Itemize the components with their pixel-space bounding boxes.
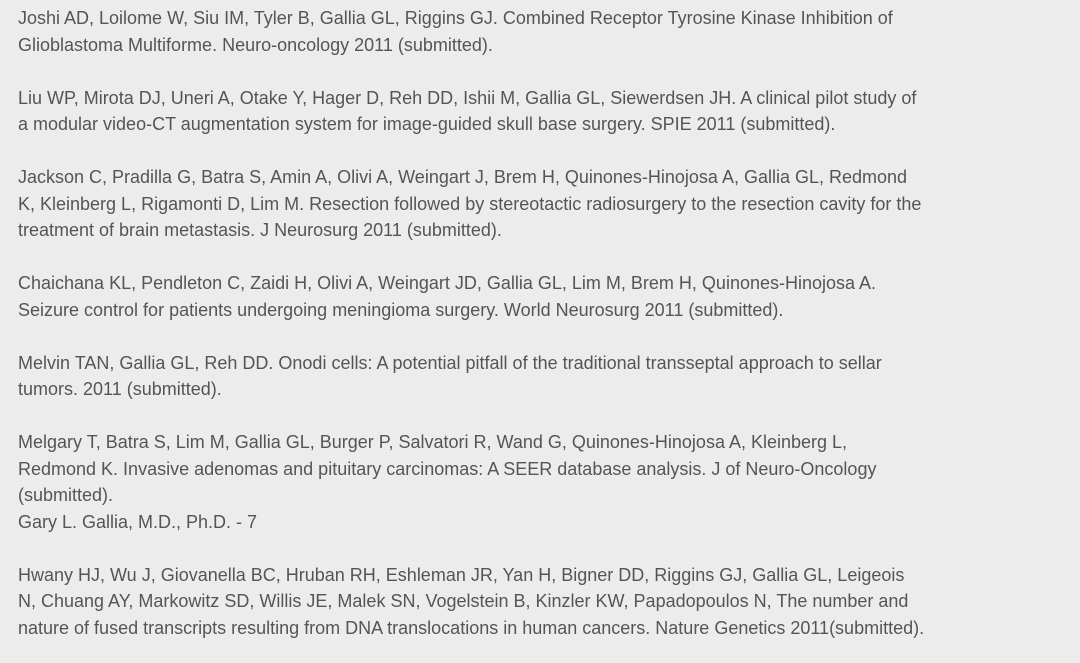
reference-entry bbox=[18, 429, 1062, 509]
reference-line: tumors. 2011 (submitted). bbox=[18, 379, 222, 399]
reference-line: Jackson C, Pradilla G, Batra S, Amin A, Olivi A, Weingart J, Brem H, Quinones-Hinojosa A, Gallia GL, Redmond bbox=[18, 167, 908, 187]
reference-line: N, Chuang AY, Markowitz SD, Willis JE, Malek SN, Vogelstein B, Kinzler KW, Papadopoulos N, The number and bbox=[18, 591, 909, 611]
reference-line: Chaichana KL, Pendleton C, Zaidi H, Olivi A, Weingart JD, Gallia GL, Lim M, Brem H, Quinones-Hinojosa A. bbox=[18, 273, 877, 293]
reference-line: treatment of brain metastasis. J Neurosurg 2011 (submitted). bbox=[18, 220, 502, 240]
reference-line: Melgary T, Batra S, Lim M, Gallia GL, Burger P, Salvatori R, Wand G, Quinones-Hinojosa A, Kleinberg L, bbox=[18, 432, 848, 452]
reference-line: Hwany HJ, Wu J, Giovanella BC, Hruban RH, Eshleman JR, Yan H, Bigner DD, Riggins GJ, Gallia GL, Leigeois bbox=[18, 564, 905, 585]
reference-entry bbox=[18, 164, 1062, 244]
reference-line: Redmond K. Invasive adenomas and pituitary carcinomas: A SEER database analysis. J of Neuro-Oncology bbox=[18, 458, 877, 479]
reference-entry bbox=[18, 562, 1062, 642]
reference-line: Joshi AD, Loilome W, Siu IM, Tyler B, Gallia GL, Riggins GJ. Combined Receptor Tyrosine Kinase Inhibition of bbox=[18, 8, 893, 28]
reference-line: Liu WP, Mirota DJ, Uneri A, Otake Y, Hager D, Reh DD, Ishii M, Gallia GL, Siewerdsen JH. A clinical pilot study of bbox=[18, 87, 917, 108]
reference-entry bbox=[18, 350, 1062, 403]
reference-line: K, Kleinberg L, Rigamonti D, Lim M. Resection followed by stereotactic radiosurgery to the resection cavity for the bbox=[18, 193, 922, 214]
reference-line: a modular video-CT augmentation system for image-guided skull base surgery. SPIE 2011 (submitted). bbox=[18, 114, 836, 134]
reference-line: nature of fused transcripts resulting from DNA translocations in human cancers. Nature Genetics 2011(submitted). bbox=[18, 617, 925, 638]
page-footer: Gary L. Gallia, M.D., Ph.D. - 7 bbox=[18, 511, 258, 532]
reference-line: (submitted). bbox=[18, 485, 114, 505]
reference-line: Seizure control for patients undergoing meningioma surgery. World Neurosurg 2011 (submitted). bbox=[18, 299, 784, 320]
reference-entry bbox=[18, 5, 1062, 58]
reference-line: Melvin TAN, Gallia GL, Reh DD. Onodi cells: A potential pitfall of the traditional transseptal approach to sellar bbox=[18, 352, 882, 373]
reference-entry bbox=[18, 270, 1062, 323]
reference-line: Glioblastoma Multiforme. Neuro-oncology 2011 (submitted). bbox=[18, 34, 493, 55]
reference-entry bbox=[18, 85, 1062, 138]
